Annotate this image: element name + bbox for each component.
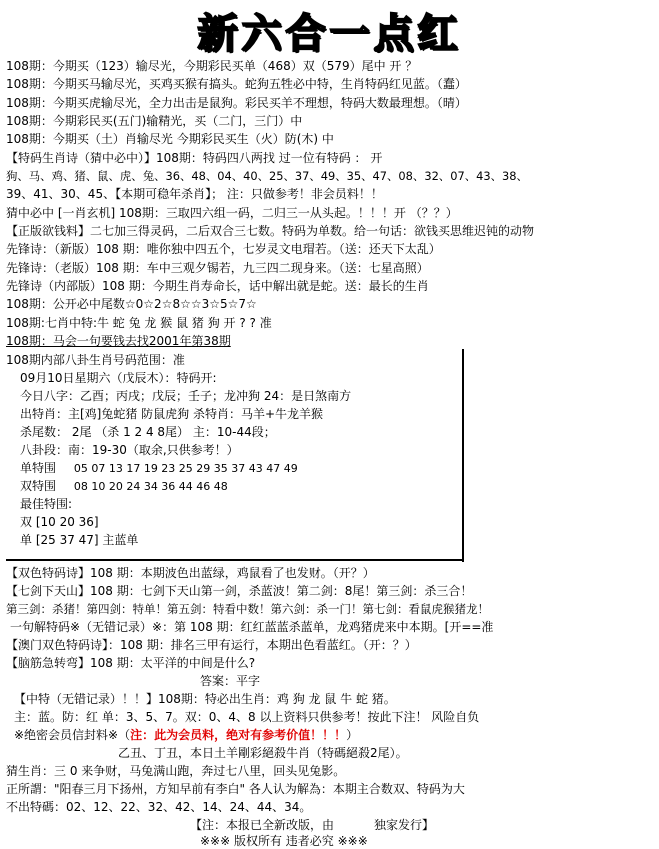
text-line: 【脑筋急转弯】108 期：太平洋的中间是什么? — [6, 656, 256, 670]
member-line — [14, 727, 358, 743]
box-single-best: 单 [25 37 47] 主蓝单 — [20, 533, 139, 547]
single-numbers: 05 07 13 17 19 23 25 29 35 37 43 47 49 — [73, 462, 298, 475]
text-line: 猜生肖：三 0 来争财，马兔满山跑，奔过七八里，回头见兔影。 — [6, 764, 346, 778]
box-double-range — [20, 478, 228, 495]
text-line: 108期：公开必中尾数☆0☆2☆8☆☆3☆5☆7☆ — [6, 297, 257, 311]
text-line: 先锋诗：（新版）108 期：唯你独中四五个，七岁灵文电瑁若。（送：还天下太乱） — [6, 242, 441, 256]
text-line: 【中特（无错记录）！！】108期：特必出生肖：鸡 狗 龙 鼠 牛 蛇 猪。 — [14, 692, 396, 706]
box-single-range — [20, 460, 298, 477]
text-line: 108期：今期买马输尽光，买鸡买猴有搞头。蛇狗五牲必中特，生肖特码红见蓝。（蠢） — [6, 77, 467, 91]
text-line: 先锋诗：（老版）108 期：车中三观夕锡若，九三四二现身来。（送：七星高照） — [6, 261, 429, 275]
box-double-best: 双 [10 20 36] — [20, 515, 99, 529]
text-line: 【双色特码诗】108 期：本期波色出蓝绿，鸡鼠看了也发财。（开？） — [6, 566, 375, 580]
box-kill-tail: 杀尾数： 2尾 （杀 1 2 4 8尾） 主：10-44段； — [20, 425, 276, 439]
single-label: 单特围 — [20, 461, 57, 475]
text-line: 乙丑、丁丑，本日土羊剛彩絕殺牛肖（特碼絕殺2尾）。 — [118, 746, 408, 760]
double-numbers: 08 10 20 24 34 36 44 46 48 — [73, 480, 228, 493]
text-line: 第三剑：杀猪！第四剑：特单！第五剑：特看中数！第六剑：杀一门！第七剑：看鼠虎猴猪龙！ — [6, 602, 489, 616]
page-title: 新六合一点红 — [197, 11, 462, 57]
footer-notice-right: 独家发行】 — [374, 818, 435, 832]
box-bagua: 八卦段：南：19-30（取余,只供参考！） — [20, 443, 239, 457]
text-line: 答案：平字 — [200, 674, 261, 688]
box-header: 108期内部八卦生肖号码范围：准 — [6, 353, 185, 367]
member-prefix: ※绝密会员信封料※（ — [14, 728, 131, 742]
text-line: 狗、马、鸡、猪、鼠、虎、兔、36、48、04、40、25、37、49、35、47、08、32、07、43、38、 — [6, 169, 528, 183]
text-line: 108期：今期买虎输尽光，全力出击是鼠狗。彩民买羊不理想，特码大数最理想。（晴） — [6, 96, 467, 110]
text-line: 108期：今期买（123）输尽光，今期彩民买单（468）双（579）尾中 开 ？ — [6, 59, 418, 73]
text-line: 一句解特码※（无错记录）※：第 108 期：红红蓝蓝杀蓝单，龙鸡猪虎来中本期。[开==准 — [10, 620, 494, 634]
text-line: 主：蓝。防：红 单：3、5、7。双：0、4、8 以上资料只供参考！按此下注！ 风险自负 — [14, 710, 480, 724]
text-line: 108期：今期买（土）肖输尽光 今期彩民买生（火）防(木) 中 — [6, 132, 334, 146]
text-line: 先锋诗（内部版）108 期：今期生肖寿命长，话中解出就是蛇。送：最长的生肖 — [6, 279, 429, 293]
text-line: 【正版欲钱料】二七加三得灵码，二后双合三七数。特码为单数。给一句话：欲钱买思维迟钝的动物 — [6, 224, 535, 238]
copyright-line: ※※※ 版权所有 违者必究 ※※※ — [200, 834, 368, 848]
text-line: 39、41、30、45、【本期可稳年杀肖】； 注：只做参考！非会员料！！ — [6, 187, 383, 201]
text-line: 不出特碼：02、12、22、32、42、14、24、44、34。 — [6, 800, 312, 814]
box-chute: 出特肖：主[鸡]兔蛇猪 防鼠虎狗 杀特肖：马羊+牛龙羊猴 — [20, 407, 324, 421]
member-suffix: ） — [346, 728, 359, 742]
box-bazi: 今日八字：乙酉；丙戌；戊辰；壬子；龙冲狗 24：是日煞南方 — [20, 389, 352, 403]
text-line: 108期：今期彩民买(五门)输精光，买（二门，三门）中 — [6, 114, 303, 128]
text-line: 108期:七肖中特:牛 蛇 兔 龙 猴 鼠 猪 狗 开 ? ? 准 — [6, 316, 272, 330]
double-label: 双特围 — [20, 479, 57, 493]
text-line: 108期：马会一句要钱去找2001年第38期 — [6, 334, 231, 348]
box-best-label: 最佳特围: — [20, 497, 73, 511]
text-line: 猜中必中 [一肖玄机] 108期：三取四六组一码，二归三一从头起。！！！开 （？？） — [6, 206, 458, 220]
box-divider — [462, 366, 464, 562]
text-line: 【特码生肖诗（猜中必中）】108期：特码四八两找 过一位有特码 ： 开 — [6, 151, 383, 165]
text-line: 【七剑下天山】108 期：七剑下天山第一剑，杀蓝波！第二剑：8尾！第三剑：杀三合！ — [6, 584, 473, 598]
footer-notice — [190, 817, 434, 833]
footer-notice-left: 【注：本报已全新改版，由 — [190, 818, 335, 832]
box-date: 09月10日星期六（戊辰木）：特码开: — [20, 371, 217, 385]
text-line: 【澳门双色特码诗】：108 期：排名三甲有运行，本期出色看蓝红。（开：？） — [6, 638, 417, 652]
member-note: 注：此为会员料，绝对有参考价值！！！ — [130, 728, 347, 742]
text-line: 正所謂："阳春三月下扬州，方知早前有李白" 各人认为解為：本期主合数双、特码为大 — [6, 782, 465, 796]
